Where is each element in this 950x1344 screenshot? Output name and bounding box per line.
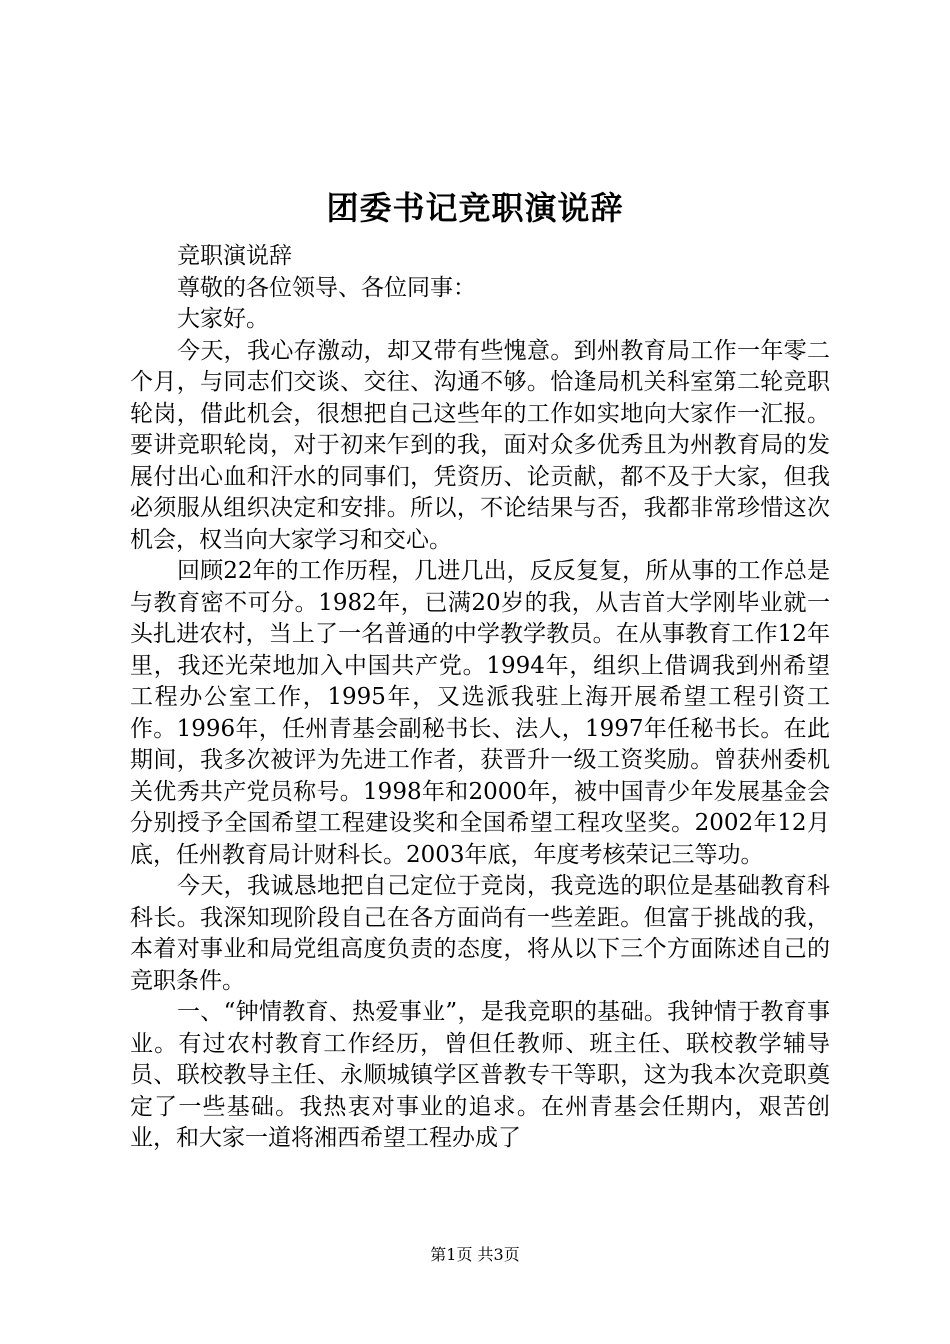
paragraph-salutation: 尊敬的各位领导、各位同事： — [177, 274, 476, 301]
paragraph-greeting: 大家好。 — [177, 306, 269, 332]
paragraph-heading: 竞职演说辞 — [177, 243, 292, 269]
paragraph-intro: 今天，我心存激动，却又带有些愧意。到州教育局工作一年零二个月，与同志们交谈、交往、沟通不够。恰逢局机关科室第二轮竞职轮岗，借此机会，很想把自己这些年的工作如实地向大家作一汇报。要讲竞职轮岗，对于初来乍到的我，面对众多优秀且为州教育局的发展付出心血和汗水的同事们，凭资历、论贡献，都不及于大家，但我必须服从组织决定和安排。所以，不论结果与否，我都非常珍惜这次机会，权当向大家学习和交心。 — [130, 337, 830, 553]
document-title: 团委书记竞职演说辞 — [326, 189, 624, 227]
paragraph-position: 今天，我诚恳地把自己定位于竞岗，我竞选的职位是基础教育科科长。我深知现阶段自己在各方面尚有一些差距。但富于挑战的我，本着对事业和局党组高度负责的态度，将从以下三个方面陈述自己的竞职条件。 — [130, 873, 830, 994]
paragraph-point-one: 一、“钟情教育、热爱事业”，是我竞职的基础。我钟情于教育事业。有过农村教育工作经历，曾但任教师、班主任、联校教学辅导员、联校教导主任、永顺城镇学区普教专干等职，这为我本次竞职奠定了一些基础。我热衷对事业的追求。在州青基会任期内，艰苦创业，和大家一道将湘西希望工程办成了 — [130, 999, 830, 1151]
document-body — [130, 241, 830, 1155]
paragraph-history: 回顾22年的工作历程，几进几出，反反复复，所从事的工作总是与教育密不可分。1982年，已满20岁的我，从吉首大学刚毕业就一头扎进农村，当上了一名普通的中学教学教员。在从事教育工作12年里，我还光荣地加入中国共产党。1994年，组织上借调我到州希望工程办公室工作，1995年，又选派我驻上海开展希望工程引资工作。1996年，任州青基会副秘书长、法人，1997年任秘书长。在此期间，我多次被评为先进工作者，获晋升一级工资奖励。曾获州委机关优秀共产党员称号。1998年和2000年，被中国青少年发展基金会分别授予全国希望工程建设奖和全国希望工程攻坚奖。2002年12月底，任州教育局计财科长。2003年底，年度考核荣记三等功。 — [130, 558, 830, 868]
page-footer: 第1页 共3页 — [430, 1245, 520, 1264]
